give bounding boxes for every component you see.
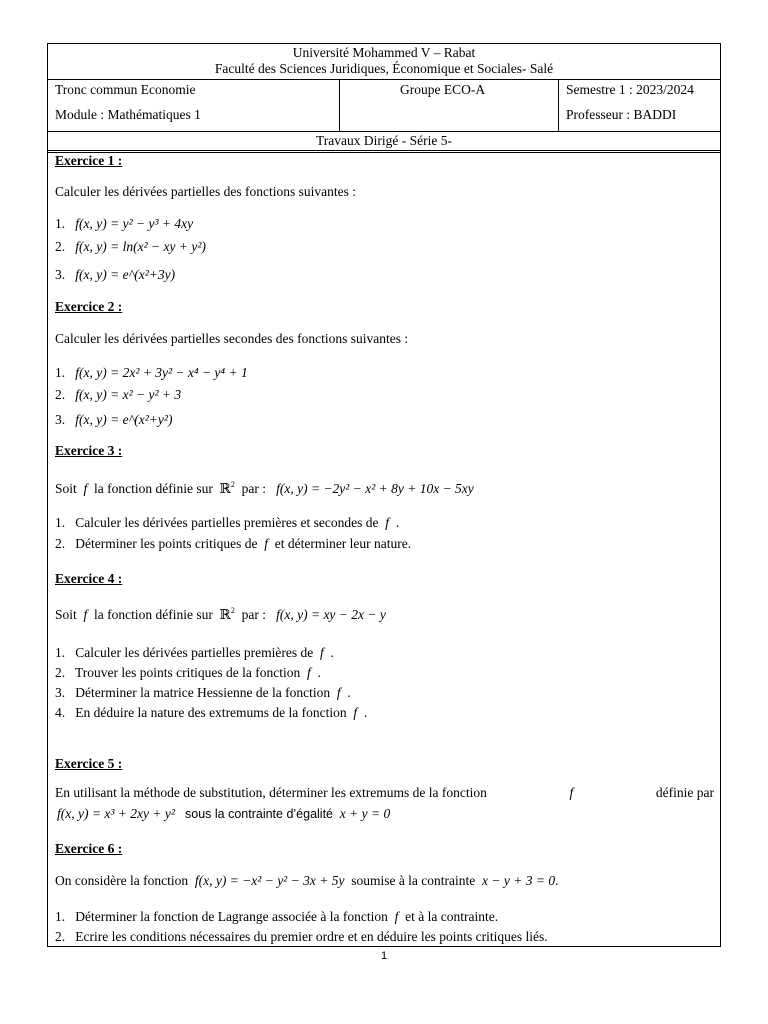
constraint: x + y = 0 [339,806,391,821]
exercise-3-item-1: 1. Calculer les dérivées partielles premières et secondes de f . [55,515,400,530]
faculty-name: Faculté des Sciences Juridiques, Économique et Sociales- Salé [214,61,554,76]
exercise-4-item-2: 2. Trouver les points critiques de la fonction f . [55,665,321,680]
exercise-4-item-1: 1. Calculer les dérivées partielles premières de f . [55,645,334,660]
exercise-6-title: Exercice 6 : [55,841,123,856]
exercise-1-item-1: 1. f(x, y) = y² − y³ + 4xy [55,216,194,231]
exercise-1-instruction: Calculer les dérivées partielles des fonctions suivantes : [55,184,357,199]
formula: f(x, y) = 2x² + 3y² − x⁴ − y⁴ + 1 [75,365,248,380]
formula: f(x, y) = e^(x²+3y) [75,267,176,282]
exercise-6-intro: On considère la fonction f(x, y) = −x² − y² − 3x + 5y soumise à la contrainte x − y + 3 = 0. [55,873,559,888]
exercise-4-intro: Soit f la fonction définie sur ℝ$^2$ par : f(x, y) = xy − 2x − y [55,606,386,622]
formula: f(x, y) = ln(x² − xy + y²) [75,239,206,254]
formula: f(x, y) = −2y² − x² + 8y + 10x − 5xy [276,481,474,496]
tronc-commun: Tronc commun Economie [55,82,196,97]
exercise-3-title: Exercice 3 : [55,443,123,458]
module: Module : Mathématiques 1 [55,107,201,122]
formula: f(x, y) = y² − y³ + 4xy [75,216,194,231]
constraint: x − y + 3 = 0 [482,873,556,888]
column-divider [339,79,340,131]
series-title: Travaux Dirigé - Série 5- [316,133,452,148]
semestre: Semestre 1 : 2023/2024 [566,82,694,97]
exercise-2-item-2: 2. f(x, y) = x² − y² + 3 [55,387,182,402]
exercise-3-item-2: 2. Déterminer les points critiques de f et déterminer leur nature. [55,536,412,551]
exercise-3-intro: Soit f la fonction définie sur ℝ$^2$ par : f(x, y) = −2y² − x² + 8y + 10x − 5xy [55,480,474,496]
professeur: Professeur : BADDI [566,107,677,122]
header-divider [47,152,721,153]
exercise-4-item-4: 4. En déduire la nature des extremums de la fonction f . [55,705,368,720]
exercise-4-title: Exercice 4 : [55,571,123,586]
exercise-4-item-3: 3. Déterminer la matrice Hessienne de la fonction f . [55,685,351,700]
exercise-6-item-2: 2. Ecrire les conditions nécessaires du premier ordre et en déduire les points critiques liés. [55,929,548,944]
header-divider [47,79,721,80]
university-name: Université Mohammed V – Rabat [292,45,476,60]
formula: f(x, y) = e^(x²+y²) [75,412,173,427]
page-number: 1 [380,950,388,962]
header-divider [47,131,721,132]
exercise-1-item-2: 2. f(x, y) = ln(x² − xy + y²) [55,239,206,254]
exercise-5-line-1: En utilisant la méthode de substitution, déterminer les extremums de la fonction f définie par [55,785,714,800]
column-divider [558,79,559,131]
formula: f(x, y) = x³ + 2xy + y² [57,806,175,821]
exercise-2-title: Exercice 2 : [55,299,123,314]
exercise-5-title: Exercice 5 : [55,756,123,771]
exercise-1-title: Exercice 1 : [55,153,123,168]
exercise-2-instruction: Calculer les dérivées partielles secondes des fonctions suivantes : [55,331,409,346]
exercise-2-item-3: 3. f(x, y) = e^(x²+y²) [55,412,173,427]
header-divider [47,150,721,151]
formula: f(x, y) = xy − 2x − y [276,607,386,622]
exercise-1-item-3: 3. f(x, y) = e^(x²+3y) [55,267,176,282]
formula: f(x, y) = −x² − y² − 3x + 5y [194,873,345,888]
exercise-6-item-1: 1. Déterminer la fonction de Lagrange associée à la fonction f et à la contrainte. [55,909,499,924]
exercise-5-line-2: f(x, y) = x³ + 2xy + y² sous la contrainte d’égalité x + y = 0 [57,806,391,821]
exercise-2-item-1: 1. f(x, y) = 2x² + 3y² − x⁴ − y⁴ + 1 [55,365,248,380]
groupe: Groupe ECO-A [400,82,486,97]
formula: f(x, y) = x² − y² + 3 [75,387,182,402]
